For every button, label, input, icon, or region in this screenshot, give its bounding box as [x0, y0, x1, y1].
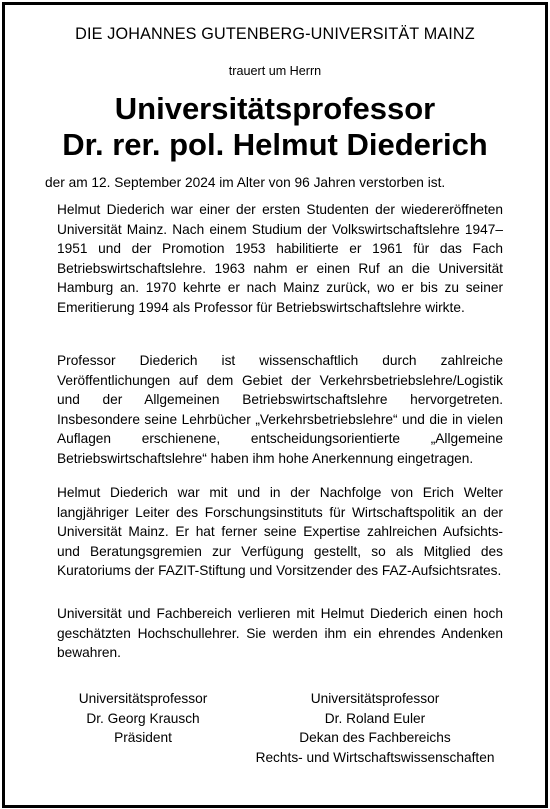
- obituary-frame: [2, 2, 548, 808]
- signature-role: Präsident: [114, 730, 172, 745]
- deceased-title: Universitätsprofessor: [114, 91, 436, 126]
- signature-department: Rechts- und Wirtschaftswissenschaften: [255, 749, 495, 765]
- biography-paragraph: Helmut Diederich war einer der ersten Studenten der wiedereröffneten Universität Mainz. Nach einem Studium der Volkswirtschaftslehre 1947–1951 und der Promotion 1953 habilitierte er 1961 für das Fach Betriebswirtschaftslehre. 1963 nahm er einen Ruf an die Universität Hamburg an. 1970 kehrte er nach Mainz zurück, wo er bis zu seiner Emeritierung 1994 als Professor für Betriebswirtschaftslehre wirkte.: [57, 202, 503, 315]
- deceased-name: Dr. rer. pol. Helmut Diederich: [62, 127, 488, 162]
- signature-title: Universitätsprofessor: [310, 691, 440, 706]
- signature-name: Dr. Georg Krausch: [86, 710, 200, 726]
- signature-title: Universitätsprofessor: [78, 691, 208, 706]
- signature-dean: [243, 689, 507, 767]
- signature-name: Dr. Roland Euler: [324, 710, 426, 726]
- service-paragraph: Helmut Diederich war mit und in der Nachfolge von Erich Welter langjähriger Leiter des Forschungsinstituts für Wirtschaftspolitik an der Universität Mainz. Er hat ferner seine Expertise zahlreichen Aufsichts- und Beratungsgremien zur Verfügung gestellt, so als Mitglied des Kuratoriums der FAZIT-Stiftung und Vorsitzender des FAZ-Aufsichtsrates.: [57, 485, 503, 579]
- signature-role: Dekan des Fachbereichs: [299, 730, 451, 745]
- closing-paragraph: Universität und Fachbereich verlieren mit Helmut Diederich einen hoch geschätzten Hochschullehrer. Sie werden ihm ein ehrendes Andenken bewahren.: [57, 606, 503, 661]
- research-paragraph: Professor Diederich ist wissenschaftlich durch zahlreiche Veröffentlichungen auf dem Gebiet der Verkehrsbetriebslehre/Logistik und der Allgemeinen Betriebswirtschaftslehre hervorgetreten. Insbesondere seine Lehrbücher „Verkehrsbetriebslehre“ und die in vielen Auflagen erschienene, entscheidungsorientierte „Allgemeine Betriebswirtschaftslehre“ haben ihm hohe Anerkennung eingetragen.: [57, 353, 503, 466]
- obituary-content: [5, 5, 545, 805]
- university-heading: DIE JOHANNES GUTENBERG-UNIVERSITÄT MAINZ: [75, 25, 475, 43]
- mourns-line: trauert um Herrn: [228, 64, 322, 78]
- death-notice-line: der am 12. September 2024 im Alter von 96 Jahren verstorben ist.: [45, 175, 446, 190]
- signature-president: [43, 689, 243, 748]
